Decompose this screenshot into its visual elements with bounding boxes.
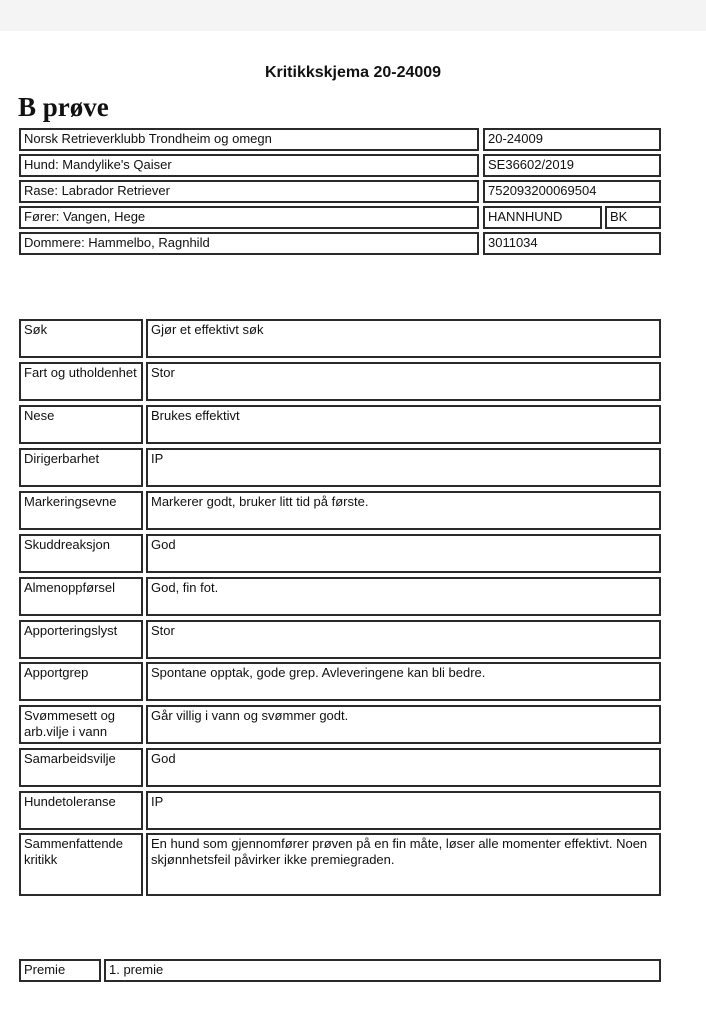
test-type-heading: B prøve: [18, 92, 109, 122]
breed-field: Rase: Labrador Retriever: [19, 180, 479, 203]
handler-field: Fører: Vangen, Hege: [19, 206, 479, 229]
criteria-value: Gjør et effektivt søk: [146, 319, 661, 358]
criteria-value: God: [146, 534, 661, 573]
registration-number-field: SE36602/2019: [483, 154, 661, 177]
criteria-label: Markeringsevne: [19, 491, 143, 530]
club-name-field: Norsk Retrieverklubb Trondheim og omegn: [19, 128, 479, 151]
criteria-label: Hundetoleranse: [19, 791, 143, 830]
sex-field: HANNHUND: [483, 206, 602, 229]
premie-label: Premie: [19, 959, 101, 982]
judges-field: Dommere: Hammelbo, Ragnhild: [19, 232, 479, 255]
criteria-value: Går villig i vann og svømmer godt.: [146, 705, 661, 744]
criteria-value: Stor: [146, 362, 661, 401]
chip-number-field: 752093200069504: [483, 180, 661, 203]
dog-name-field: Hund: Mandylike's Qaiser: [19, 154, 479, 177]
criteria-label: Apporteringslyst: [19, 620, 143, 659]
document-title: Kritikkskjema 20-24009: [264, 64, 442, 81]
criteria-label: Samarbeidsvilje: [19, 748, 143, 787]
criteria-label: Fart og utholdenhet: [19, 362, 143, 401]
top-bar: [0, 0, 706, 31]
criteria-label: Nese: [19, 405, 143, 444]
criteria-label: Søk: [19, 319, 143, 358]
criteria-label: Sammenfattende kritikk: [19, 833, 143, 896]
criteria-label: Dirigerbarhet: [19, 448, 143, 487]
criteria-value: IP: [146, 791, 661, 830]
criteria-label: Almenoppførsel: [19, 577, 143, 616]
criteria-value: Brukes effektivt: [146, 405, 661, 444]
trial-number-field: 20-24009: [483, 128, 661, 151]
criteria-label: Svømmesett og arb.vilje i vann: [19, 705, 143, 744]
criteria-value: En hund som gjennomfører prøven på en fin måte, løser alle momenter effektivt. Noen skjønnhetsfeil påvirker ikke premiegraden.: [146, 833, 661, 896]
judge-number-field: 3011034: [483, 232, 661, 255]
criteria-value: God: [146, 748, 661, 787]
criteria-value: God, fin fot.: [146, 577, 661, 616]
criteria-value: IP: [146, 448, 661, 487]
criteria-value: Markerer godt, bruker litt tid på første.: [146, 491, 661, 530]
criteria-label: Skuddreaksjon: [19, 534, 143, 573]
criteria-value: Stor: [146, 620, 661, 659]
criteria-label: Apportgrep: [19, 662, 143, 701]
criteria-value: Spontane opptak, gode grep. Avleveringene kan bli bedre.: [146, 662, 661, 701]
premie-value: 1. premie: [104, 959, 661, 982]
class-field: BK: [605, 206, 661, 229]
